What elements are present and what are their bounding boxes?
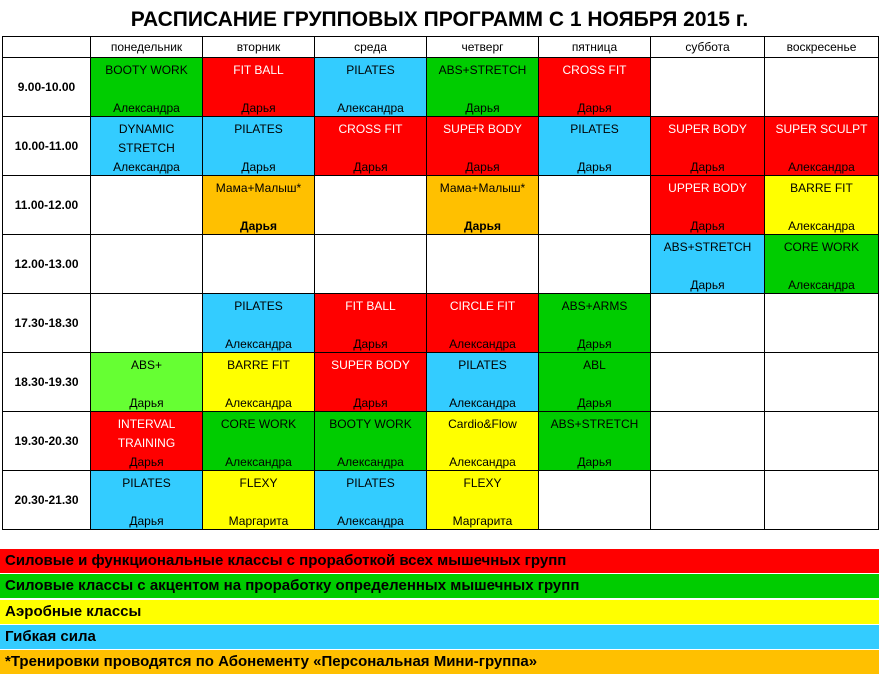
class-cell bbox=[539, 58, 651, 117]
empty-cell bbox=[765, 294, 879, 353]
time-slot-label: 18.30-19.30 bbox=[3, 353, 91, 412]
class-cell bbox=[315, 58, 427, 117]
class-name: ABS+STRETCH bbox=[438, 63, 527, 77]
class-name: ABL bbox=[583, 358, 606, 372]
time-row bbox=[3, 412, 879, 471]
time-row bbox=[3, 294, 879, 353]
trainer-name: Дарья bbox=[690, 160, 725, 174]
class-name: PILATES bbox=[122, 476, 171, 490]
class-cell bbox=[651, 235, 765, 294]
class-name: SUPER BODY bbox=[331, 358, 410, 372]
class-cell bbox=[427, 58, 539, 117]
trainer-name: Дарья bbox=[353, 396, 388, 410]
class-cell bbox=[315, 353, 427, 412]
time-slot-label: 12.00-13.00 bbox=[3, 235, 91, 294]
class-name: SUPER BODY bbox=[668, 122, 747, 136]
empty-cell bbox=[315, 235, 427, 294]
empty-cell bbox=[315, 176, 427, 235]
class-name: Мама+Малыш* bbox=[439, 181, 526, 195]
empty-cell bbox=[765, 412, 879, 471]
trainer-name: Дарья bbox=[577, 160, 612, 174]
trainer-name: Дарья bbox=[129, 455, 164, 469]
class-cell bbox=[765, 176, 879, 235]
trainer-name: Дарья bbox=[465, 101, 500, 115]
day-header: четверг bbox=[427, 37, 539, 58]
class-name: BOOTY WORK bbox=[105, 63, 188, 77]
class-cell bbox=[203, 353, 315, 412]
class-name: ABS+ARMS bbox=[561, 299, 628, 313]
trainer-name: Александра bbox=[113, 160, 180, 174]
trainer-name: Александра bbox=[225, 455, 292, 469]
trainer-name: Александра bbox=[449, 396, 516, 410]
class-cell bbox=[91, 471, 203, 530]
class-cell bbox=[427, 117, 539, 176]
trainer-name: Александра bbox=[225, 337, 292, 351]
trainer-name: Дарья bbox=[129, 514, 164, 528]
class-cell bbox=[539, 412, 651, 471]
trainer-name: Александра bbox=[449, 455, 516, 469]
class-name: BARRE FIT bbox=[227, 358, 290, 372]
class-name: PILATES bbox=[346, 476, 395, 490]
class-name: ABS+ bbox=[130, 358, 163, 372]
class-name: ABS+STRETCH bbox=[550, 417, 639, 431]
class-cell bbox=[203, 412, 315, 471]
class-cell bbox=[91, 353, 203, 412]
time-slot-label: 11.00-12.00 bbox=[3, 176, 91, 235]
class-cell bbox=[765, 117, 879, 176]
class-name: CROSS FIT bbox=[562, 63, 627, 77]
class-cell bbox=[765, 235, 879, 294]
trainer-name: Дарья bbox=[690, 278, 725, 292]
class-name: BOOTY WORK bbox=[329, 417, 412, 431]
trainer-name: Дарья bbox=[577, 455, 612, 469]
time-row bbox=[3, 353, 879, 412]
class-name: CORE WORK bbox=[783, 240, 860, 254]
class-cell bbox=[203, 294, 315, 353]
empty-cell bbox=[651, 294, 765, 353]
empty-cell bbox=[765, 58, 879, 117]
trainer-name: Дарья bbox=[240, 219, 277, 233]
empty-cell bbox=[651, 353, 765, 412]
empty-cell bbox=[91, 176, 203, 235]
class-cell bbox=[427, 412, 539, 471]
time-row bbox=[3, 235, 879, 294]
class-cell bbox=[539, 117, 651, 176]
trainer-name: Александра bbox=[788, 278, 855, 292]
class-name: DYNAMIC STRETCH bbox=[118, 122, 175, 155]
trainer-name: Дарья bbox=[353, 337, 388, 351]
trainer-name: Александра bbox=[225, 396, 292, 410]
trainer-name: Дарья bbox=[464, 219, 501, 233]
day-header-row bbox=[3, 37, 879, 58]
class-name: FLEXY bbox=[463, 476, 502, 490]
class-cell bbox=[315, 117, 427, 176]
class-cell bbox=[203, 471, 315, 530]
trainer-name: Дарья bbox=[241, 101, 276, 115]
class-name: FLEXY bbox=[239, 476, 278, 490]
legend-item: Гибкая сила bbox=[0, 625, 879, 649]
class-name: PILATES bbox=[346, 63, 395, 77]
class-cell bbox=[651, 176, 765, 235]
trainer-name: Александра bbox=[113, 101, 180, 115]
class-cell bbox=[315, 412, 427, 471]
class-name: FIT BALL bbox=[345, 299, 396, 313]
trainer-name: Александра bbox=[788, 219, 855, 233]
class-cell bbox=[539, 353, 651, 412]
class-name: PILATES bbox=[234, 122, 283, 136]
time-slot-label: 19.30-20.30 bbox=[3, 412, 91, 471]
schedule-table bbox=[2, 36, 879, 530]
trainer-name: Дарья bbox=[241, 160, 276, 174]
class-cell bbox=[427, 176, 539, 235]
class-cell bbox=[427, 471, 539, 530]
class-name: INTERVAL TRAINING bbox=[117, 417, 176, 450]
trainer-name: Александра bbox=[337, 101, 404, 115]
class-cell bbox=[203, 117, 315, 176]
day-header: пятница bbox=[539, 37, 651, 58]
trainer-name: Дарья bbox=[577, 337, 612, 351]
legend-item: Силовые классы с акцентом на проработку определенных мышечных групп bbox=[0, 574, 879, 598]
class-name: BARRE FIT bbox=[790, 181, 853, 195]
empty-cell bbox=[651, 58, 765, 117]
time-row bbox=[3, 117, 879, 176]
legend-item: Силовые и функциональные классы с проработкой всех мышечных групп bbox=[0, 549, 879, 573]
class-cell bbox=[427, 294, 539, 353]
class-name: CORE WORK bbox=[220, 417, 297, 431]
class-name: CROSS FIT bbox=[338, 122, 403, 136]
class-cell bbox=[315, 294, 427, 353]
trainer-name: Александра bbox=[337, 514, 404, 528]
page-title: РАСПИСАНИЕ ГРУППОВЫХ ПРОГРАММ С 1 НОЯБРЯ 2015 г. bbox=[130, 8, 749, 31]
trainer-name: Александра bbox=[788, 160, 855, 174]
trainer-name: Дарья bbox=[577, 101, 612, 115]
class-name: ABS+STRETCH bbox=[663, 240, 752, 254]
day-header: понедельник bbox=[91, 37, 203, 58]
empty-cell bbox=[539, 235, 651, 294]
corner-cell bbox=[3, 37, 91, 58]
class-cell bbox=[203, 58, 315, 117]
empty-cell bbox=[765, 353, 879, 412]
class-name: Cardio&Flow bbox=[448, 417, 517, 431]
day-header: воскресенье bbox=[765, 37, 879, 58]
day-header: среда bbox=[315, 37, 427, 58]
trainer-name: Дарья bbox=[690, 219, 725, 233]
time-slot-label: 9.00-10.00 bbox=[3, 58, 91, 117]
class-name: PILATES bbox=[234, 299, 283, 313]
empty-cell bbox=[539, 471, 651, 530]
class-name: Мама+Малыш* bbox=[215, 181, 302, 195]
class-name: CIRCLE FIT bbox=[449, 299, 516, 313]
time-row bbox=[3, 471, 879, 530]
class-cell bbox=[427, 353, 539, 412]
class-name: FIT BALL bbox=[233, 63, 284, 77]
trainer-name: Маргарита bbox=[228, 514, 289, 528]
empty-cell bbox=[651, 412, 765, 471]
empty-cell bbox=[91, 294, 203, 353]
day-header: вторник bbox=[203, 37, 315, 58]
empty-cell bbox=[91, 235, 203, 294]
legend-item: Аэробные классы bbox=[0, 600, 879, 624]
trainer-name: Александра bbox=[449, 337, 516, 351]
class-cell bbox=[315, 471, 427, 530]
class-name: PILATES bbox=[570, 122, 619, 136]
class-name: SUPER SCULPT bbox=[775, 122, 868, 136]
class-name: PILATES bbox=[458, 358, 507, 372]
class-cell bbox=[539, 294, 651, 353]
empty-cell bbox=[427, 235, 539, 294]
trainer-name: Александра bbox=[337, 455, 404, 469]
empty-cell bbox=[765, 471, 879, 530]
time-slot-label: 20.30-21.30 bbox=[3, 471, 91, 530]
trainer-name: Дарья bbox=[353, 160, 388, 174]
trainer-name: Дарья bbox=[129, 396, 164, 410]
empty-cell bbox=[651, 471, 765, 530]
time-row bbox=[3, 176, 879, 235]
trainer-name: Дарья bbox=[465, 160, 500, 174]
empty-cell bbox=[539, 176, 651, 235]
class-name: SUPER BODY bbox=[443, 122, 522, 136]
time-slot-label: 10.00-11.00 bbox=[3, 117, 91, 176]
empty-cell bbox=[203, 235, 315, 294]
class-cell bbox=[91, 117, 203, 176]
class-cell bbox=[203, 176, 315, 235]
class-cell bbox=[91, 58, 203, 117]
class-cell bbox=[651, 117, 765, 176]
trainer-name: Маргарита bbox=[452, 514, 513, 528]
class-cell bbox=[91, 412, 203, 471]
trainer-name: Дарья bbox=[577, 396, 612, 410]
time-slot-label: 17.30-18.30 bbox=[3, 294, 91, 353]
legend-item: *Тренировки проводятся по Абонементу «Персональная Мини-группа» bbox=[0, 650, 879, 674]
day-header: суббота bbox=[651, 37, 765, 58]
class-name: UPPER BODY bbox=[668, 181, 747, 195]
time-row bbox=[3, 58, 879, 117]
